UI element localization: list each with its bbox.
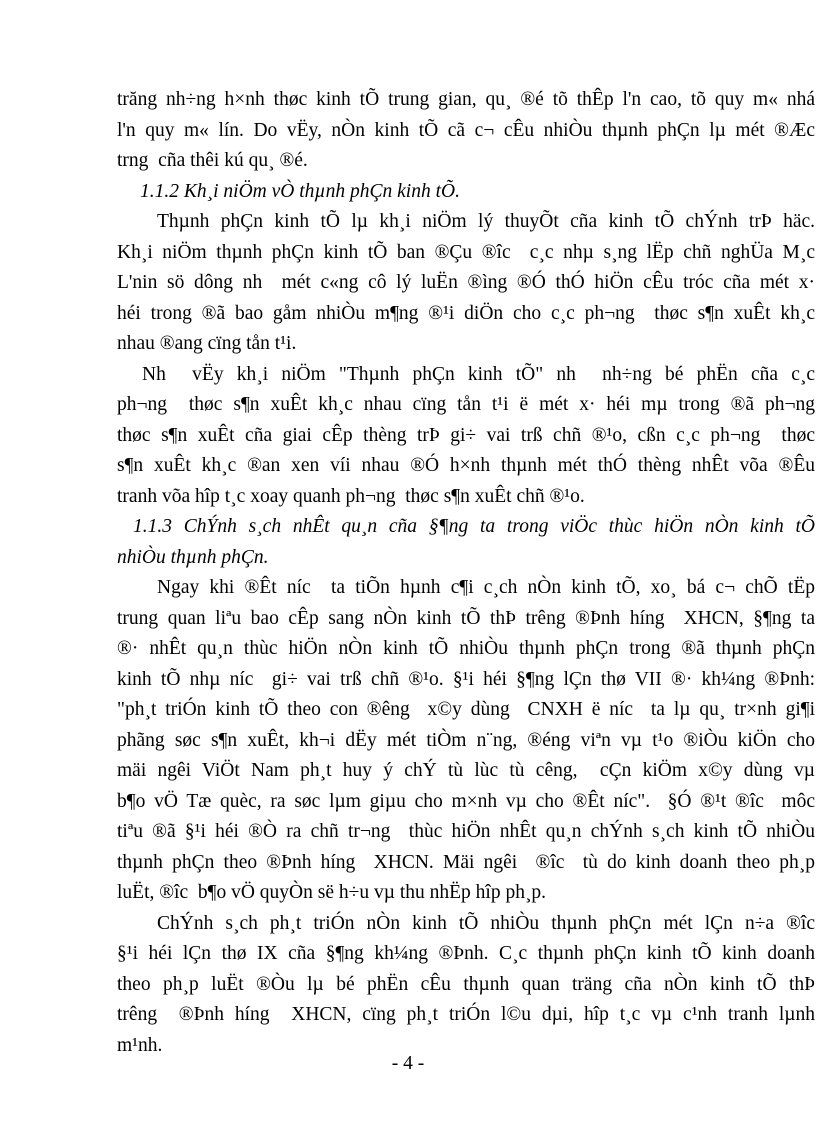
text-line: theo ph¸p luËt ®Òu lµ bé phËn cÊu thµnh quan träng cña nÒn kinh tÕ thÞ — [117, 974, 815, 995]
text-line: Ngay khi ®Êt níc ta tiÕn hµnh c¶i c¸ch nÒn kinh tÕ, xo¸ bá c¬ chÕ tËp — [157, 577, 815, 598]
text-line: "ph¸t triÓn kinh tÕ theo con ®êng x©y dùng CNXH ë níc ta lµ qu¸ tr×nh gi¶i — [117, 699, 815, 720]
text-line: luËt, ®îc b¶o vÖ quyÒn së h÷u vµ thu nhËp hîp ph¸p. — [117, 882, 547, 903]
text-line: m¹nh. — [117, 1035, 163, 1056]
text-line: trng cña thêi kú qu¸ ®é. — [117, 150, 308, 171]
text-line: s¶n xuÊt kh¸c ®an xen víi nhau ®Ó h×nh thµnh mét thÓ thèng nhÊt võa ®Êu — [117, 455, 815, 476]
section-heading-1-1-3: 1.1.3 ChÝnh s¸ch nhÊt qu¸n cña §¶ng ta trong viÖc thùc hiÖn nÒn kinh tÕ — [133, 516, 815, 537]
text-line: mäi ngêi ViÖt Nam ph¸t huy ý chÝ tù lùc tù cêng, cÇn kiÖm x©y dùng vµ — [117, 760, 815, 781]
text-line: héi trong ®ã bao gåm nhiÒu m¶ng ®¹i diÖn cho c¸c ph¬ng thøc s¶n xuÊt kh¸c — [117, 303, 815, 324]
text-line: trêng ®Þnh híng XHCN, cïng ph¸t triÓn l©u dµi, hîp t¸c vµ c¹nh tranh lµnh — [117, 1004, 815, 1025]
text-line: ph¬ng thøc s¶n xuÊt kh¸c nhau cïng tån t¹i ë mét x· héi mµ trong ®ã ph¬ng — [117, 394, 815, 415]
text-line: Nh vËy kh¸i niÖm "Thµnh phÇn kinh tÕ" nh nh÷ng bé phËn cña c¸c — [142, 364, 815, 385]
text-line: ChÝnh s¸ch ph¸t triÓn nÒn kinh tÕ nhiÒu thµnh phÇn mét lÇn n÷a ®îc — [157, 913, 815, 934]
text-line: phãng søc s¶n xuÊt, kh¬i dËy mét tiÒm n¨ng, ®éng viªn vµ t¹o ®iÒu kiÖn cho — [117, 730, 815, 751]
section-heading-1-1-3-cont: nhiÒu thµnh phÇn. — [117, 547, 269, 568]
text-line: nhau ®ang cïng tån t¹i. — [117, 333, 297, 354]
text-line: b¶o vÖ Tæ quèc, ra søc lµm giµu cho m×nh vµ cho ®Êt níc". §Ó ®¹t ®îc môc — [117, 791, 815, 812]
text-line: kinh tÕ nhµ níc gi÷ vai trß chñ ®¹o. §¹i héi §¶ng lÇn thø VII ®· kh¼ng ®Þnh: — [117, 669, 815, 690]
text-line: trung quan liªu bao cÊp sang nÒn kinh tÕ thÞ trêng ®Þnh híng XHCN, §¶ng ta — [117, 608, 815, 629]
text-line: Kh¸i niÖm thµnh phÇn kinh tÕ ban ®Çu ®îc c¸c nhµ s¸ng lËp chñ nghÜa M¸c — [117, 242, 815, 263]
text-line: thøc s¶n xuÊt cña giai cÊp thèng trÞ gi÷ vai trß chñ ®¹o, cßn c¸c ph¬ng thøc — [117, 425, 815, 446]
section-heading-1-1-2: 1.1.2 Kh¸i niÖm vÒ thµnh phÇn kinh tÕ. — [140, 181, 460, 202]
text-line: L'nin sö dông nh mét c«ng cô lý luËn ®ìng ®Ó thÓ hiÖn cÊu tróc cña mét x· — [117, 272, 815, 293]
text-line: Thµnh phÇn kinh tÕ lµ kh¸i niÖm lý thuyÕt cña kinh tÕ chÝnh trÞ häc. — [157, 211, 815, 232]
page-number: - 4 - — [391, 1053, 425, 1074]
text-line: l'n quy m« lín. Do vËy, nÒn kinh tÕ cã c¬ cÊu nhiÒu thµnh phÇn lµ mét ®Æc — [117, 120, 815, 141]
text-line: trăng nh÷ng h×nh thøc kinh tÕ trung gian, qu¸ ®é tõ thÊp l'n cao, tõ quy m« nhá — [117, 89, 815, 110]
text-line: tiªu ®ã §¹i héi ®Ò ra chñ tr¬ng thùc hiÖn nhÊt qu¸n chÝnh s¸ch kinh tÕ nhiÒu — [117, 821, 815, 842]
text-line: thµnh phÇn theo ®Þnh híng XHCN. Mäi ngêi ®îc tù do kinh doanh theo ph¸p — [117, 852, 815, 873]
text-line: §¹i héi lÇn thø IX cña §¶ng kh¼ng ®Þnh. C¸c thµnh phÇn kinh tÕ kinh doanh — [117, 943, 815, 964]
text-line: ®· nhÊt qu¸n thùc hiÖn nÒn kinh tÕ nhiÒu thµnh phÇn trong ®ã thµnh phÇn — [117, 638, 815, 659]
text-line: tranh võa hîp t¸c xoay quanh ph¬ng thøc s¶n xuÊt chñ ®¹o. — [117, 486, 585, 507]
